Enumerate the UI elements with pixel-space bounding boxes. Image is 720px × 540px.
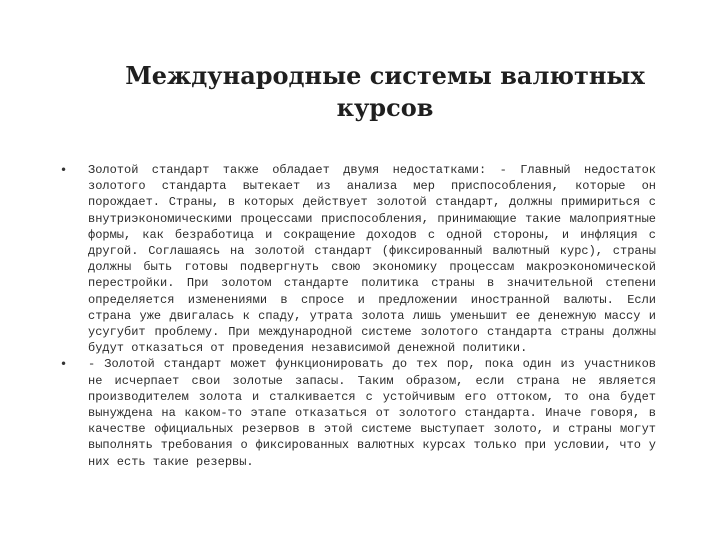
bullet-marker: •	[60, 163, 68, 177]
slide-title: Международные системы валютных курсов	[125, 61, 645, 122]
bullet-text: - Золотой стандарт может функционировать до тех пор, пока один из участников не исчерпает свои золотые запасы. Таким образом, если страна не является производителем золота и сталкивается с устойчивым его оттоком, то она будет вынуждена на каком-то этапе отказаться от золотого стандарта. Иначе говоря, в качестве официальных резервов в этой системе выступает золото, и страны могут выполнять требования о фиксированных валютных курсах только при условии, что у них есть такие резервы.	[88, 357, 656, 469]
bullet-list	[58, 162, 656, 470]
bullet-text: Золотой стандарт также обладает двумя недостатками: - Главный недостаток золотого стандарта вытекает из анализа мер приспособления, которые он порождает. Страны, в которых действует золотой стандарт, должны примириться с внутриэкономическими процессами приспособления, принимающие такие малоприятные формы, как безработица и сокращение доходов с одной стороны, и инфляция с другой. Соглашаясь на золотой стандарт (фиксированный валютный курс), страны должны быть готовы подвергнуть свою экономику процессам макроэкономической перестройки. При золотом стандарте политика страны в значительной степени определяется изменениями в спросе и предложении иностранной валюты. Если страна уже двигалась к спаду, утрата золота лишь уменьшит ее денежную массу и усугубит проблему. При международной системе золотого стандарта страны должны будут отказаться от проведения независимой денежной политики.	[88, 163, 656, 356]
bullet-item	[58, 356, 656, 469]
bullet-marker: •	[60, 357, 68, 372]
bullet-item	[58, 162, 656, 356]
